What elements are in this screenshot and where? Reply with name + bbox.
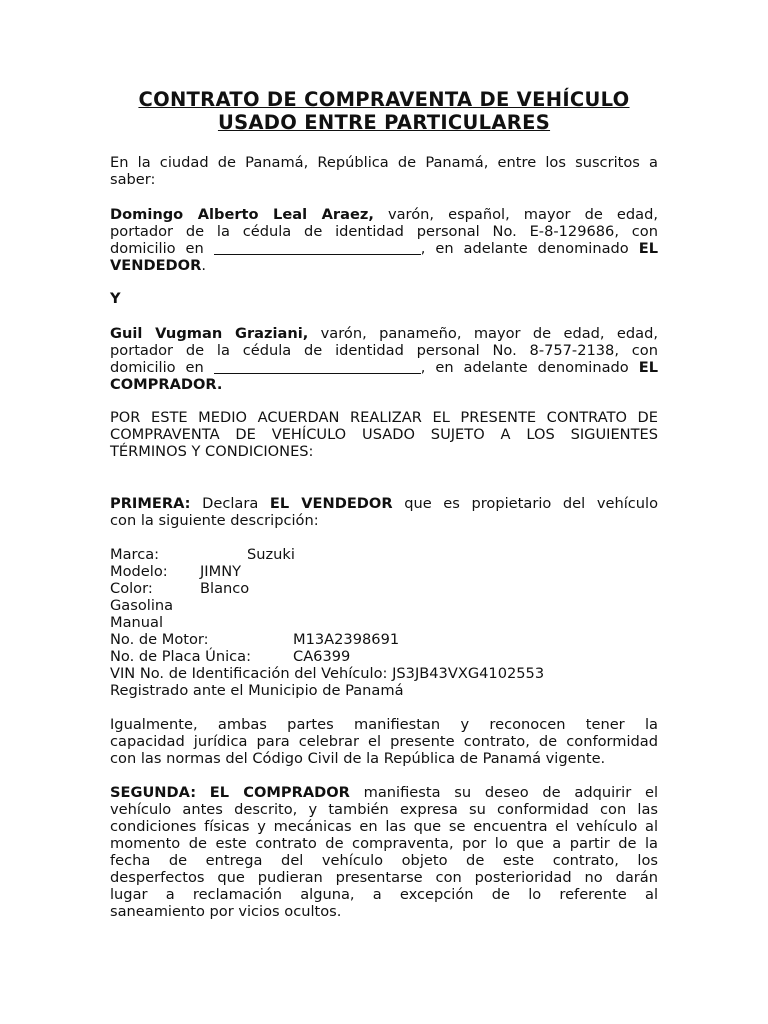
buyer-line-1-rest: varón, panameño, mayor de edad, edad, — [308, 325, 658, 342]
vehicle-motor-value: M13A2398691 — [293, 631, 400, 648]
primera-text-b: que es propietario del vehículo — [392, 495, 659, 512]
vehicle-brand-label: Marca: — [110, 546, 160, 563]
intro-line-1: En la ciudad de Panamá, República de Panamá, entre los suscritos a — [110, 154, 658, 171]
segunda-line-7: lugar a reclamación alguna, a excepción de lo referente al — [110, 886, 658, 903]
vehicle-brand-row — [110, 546, 295, 563]
buyer-domicile-label: domicilio en — [110, 359, 214, 376]
seller-line-2: portador de la cédula de identidad personal No. E-8-129686, con — [110, 223, 658, 240]
vehicle-plate-value: CA6399 — [293, 648, 351, 665]
buyer-line-4 — [110, 376, 658, 393]
vehicle-model-value: JIMNY — [200, 563, 242, 580]
vehicle-color-value: Blanco — [200, 580, 250, 597]
vehicle-transmission-row — [110, 614, 163, 631]
vehicle-fuel: Gasolina — [110, 597, 174, 614]
agreement-line-2: COMPRAVENTA DE VEHÍCULO USADO SUJETO A LOS SIGUIENTES — [110, 426, 658, 443]
buyer-role-comprador: COMPRADOR. — [110, 376, 223, 393]
seller-line-4 — [110, 257, 658, 274]
primera-text-a: Declara — [190, 495, 270, 512]
vehicle-plate-label: No. de Placa Única: — [110, 648, 252, 665]
y-paragraph — [110, 290, 658, 307]
primera-label: PRIMERA: — [110, 495, 191, 512]
vehicle-model-label: Modelo: — [110, 563, 168, 580]
vehicle-motor-row — [110, 631, 400, 648]
seller-line-1 — [110, 206, 658, 223]
vehicle-color-row — [110, 580, 250, 597]
igualmente-line-2: capacidad jurídica para celebrar el presente contrato, de conformidad — [110, 733, 658, 750]
intro-line-2: saber: — [110, 171, 156, 188]
vehicle-color-label: Color: — [110, 580, 153, 597]
segunda-label: SEGUNDA: — [110, 784, 197, 801]
segunda-line-1 — [110, 784, 658, 801]
seller-name: Domingo Alberto Leal Araez, — [110, 206, 374, 223]
vehicle-model-row — [110, 563, 242, 580]
primera-seller: EL VENDEDOR — [269, 495, 393, 512]
primera-line-2: con la siguiente descripción: — [110, 512, 319, 529]
primera-line-1 — [110, 495, 658, 512]
vehicle-vin: VIN No. de Identificación del Vehículo: JS3JB43VXG4102553 — [110, 665, 545, 682]
vehicle-motor-label: No. de Motor: — [110, 631, 209, 648]
seller-line-1-rest: varón, español, mayor de edad, — [373, 206, 658, 223]
agreement-line-3: TÉRMINOS Y CONDICIONES: — [110, 443, 314, 460]
seller-designation-text: , en adelante denominado — [420, 240, 639, 257]
segunda-line-1-rest: manifiesta su deseo de adquirir el — [349, 784, 658, 801]
segunda-line-4: momento de este contrato de compraventa, por lo que a partir de la — [110, 835, 658, 852]
buyer-designation-text: , en adelante denominado — [420, 359, 639, 376]
agreement-paragraph — [110, 409, 658, 460]
igualmente-line-3: con las normas del Código Civil de la República de Panamá vigente. — [110, 750, 606, 767]
segunda-line-5: fecha de entrega del vehículo objeto de este contrato, los — [110, 852, 658, 869]
segunda-line-3: condiciones físicas y mecánicas en las que se encuentra el vehículo al — [110, 818, 658, 835]
document-title — [110, 88, 658, 134]
primera-paragraph — [110, 495, 658, 529]
vehicle-registry: Registrado ante el Municipio de Panamá — [110, 682, 404, 699]
buyer-paragraph — [110, 325, 658, 393]
vehicle-plate-row — [110, 648, 351, 665]
intro-paragraph — [110, 154, 658, 188]
title-line-2: USADO ENTRE PARTICULARES — [217, 111, 551, 134]
y-conjunction: Y — [110, 290, 121, 307]
title-line-1: CONTRATO DE COMPRAVENTA DE VEHÍCULO — [138, 88, 630, 111]
segunda-line-8: saneamiento por vicios ocultos. — [110, 903, 342, 920]
seller-role-period: . — [201, 257, 206, 274]
seller-domicile-label: domicilio en — [110, 240, 214, 257]
segunda-line-6: desperfectos que pudieran presentarse con posterioridad no darán — [110, 869, 658, 886]
buyer-name: Guil Vugman Graziani, — [110, 325, 309, 342]
seller-paragraph — [110, 206, 658, 274]
agreement-line-1: POR ESTE MEDIO ACUERDAN REALIZAR EL PRESENTE CONTRATO DE — [110, 409, 658, 426]
seller-role-vendedor: VENDEDOR — [110, 257, 202, 274]
buyer-line-1 — [110, 325, 658, 342]
vehicle-registry-row — [110, 682, 404, 699]
seller-role-el: EL — [638, 240, 658, 257]
buyer-line-3 — [110, 359, 658, 376]
seller-line-3 — [110, 240, 658, 257]
seller-domicile-blank — [214, 241, 421, 255]
segunda-buyer: EL COMPRADOR — [209, 784, 350, 801]
buyer-domicile-blank — [214, 360, 421, 374]
vehicle-vin-row — [110, 665, 544, 682]
segunda-paragraph — [110, 784, 658, 920]
vehicle-fuel-row — [110, 597, 173, 614]
segunda-line-2: vehículo antes descrito, y también expresa su conformidad con las — [110, 801, 658, 818]
buyer-role-el: EL — [638, 359, 658, 376]
vehicle-brand-value: Suzuki — [247, 546, 295, 563]
vehicle-transmission: Manual — [110, 614, 164, 631]
buyer-line-2: portador de la cédula de identidad personal No. 8-757-2138, con — [110, 342, 658, 359]
igualmente-paragraph — [110, 716, 658, 767]
igualmente-line-1: Igualmente, ambas partes manifiestan y reconocen tener la — [110, 716, 658, 733]
